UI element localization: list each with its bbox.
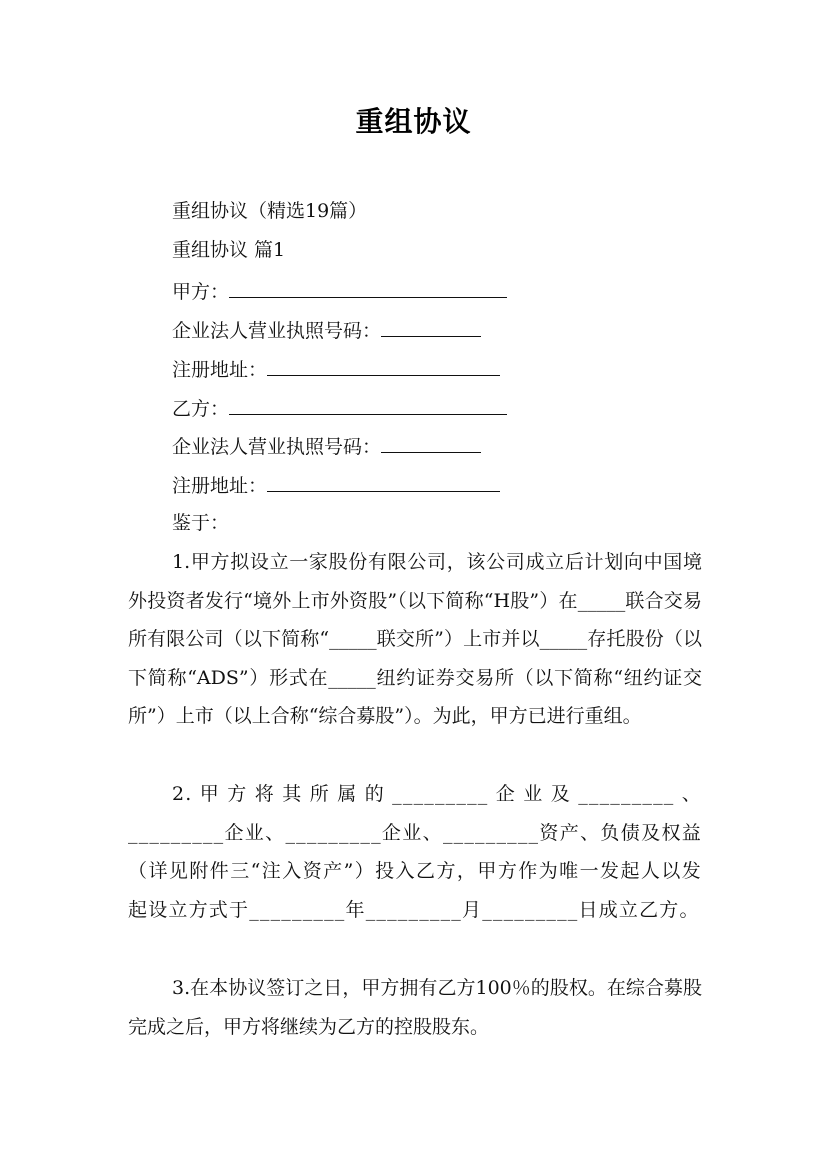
- clause-3: 3.在本协议签订之日，甲方拥有乙方100％的股权。在综合募股完成之后，甲方将继续为乙方的控股股东。: [128, 977, 702, 1038]
- address-b-blank: [267, 471, 500, 492]
- address-a-label: 注册地址：: [172, 359, 268, 381]
- clause-1: 1.甲方拟设立一家股份有限公司，该公司成立后计划向中国境外投资者发行“境外上市外资股”（以下简称“H股”）在_____联合交易所有限公司（以下简称“_____联交所”）上市并以_____存托股份（以下简称“ADS”）形式在_____纽约证券交易所（以下简称“纽约证交所”）上市（以上合称“综合募股”）。为此，甲方已进行重组。: [128, 551, 702, 727]
- address-b-line: [172, 471, 500, 499]
- license-a-label: 企业法人营业执照号码：: [172, 320, 382, 342]
- document-subtitle: 重组协议（精选19篇）: [172, 200, 368, 222]
- license-b-line: [172, 432, 481, 460]
- address-b-label: 注册地址：: [172, 475, 268, 497]
- whereas-heading: 鉴于：: [172, 512, 230, 534]
- party-b-line: [172, 394, 507, 422]
- party-b-blank: [229, 394, 507, 415]
- party-a-label: 甲方：: [172, 281, 230, 303]
- license-a-line: [172, 316, 481, 344]
- document-title: 重组协议: [355, 105, 472, 138]
- license-b-label: 企业法人营业执照号码：: [172, 436, 382, 458]
- address-a-blank: [267, 355, 500, 376]
- clause-2: 2.甲方将其所属的_________企业及_________、_________企业、_________企业、_________资产、负债及权益（详见附件三“注入资产”）投入乙方，甲方作为唯一发起人以发起设立方式于_________年_________月_________日成立乙方。: [128, 783, 702, 921]
- party-a-line: [172, 277, 507, 305]
- license-b-blank: [381, 432, 481, 453]
- section-heading: 重组协议 篇1: [172, 239, 286, 261]
- party-a-blank: [229, 277, 507, 298]
- license-a-blank: [381, 316, 481, 337]
- address-a-line: [172, 355, 500, 383]
- party-b-label: 乙方：: [172, 398, 230, 420]
